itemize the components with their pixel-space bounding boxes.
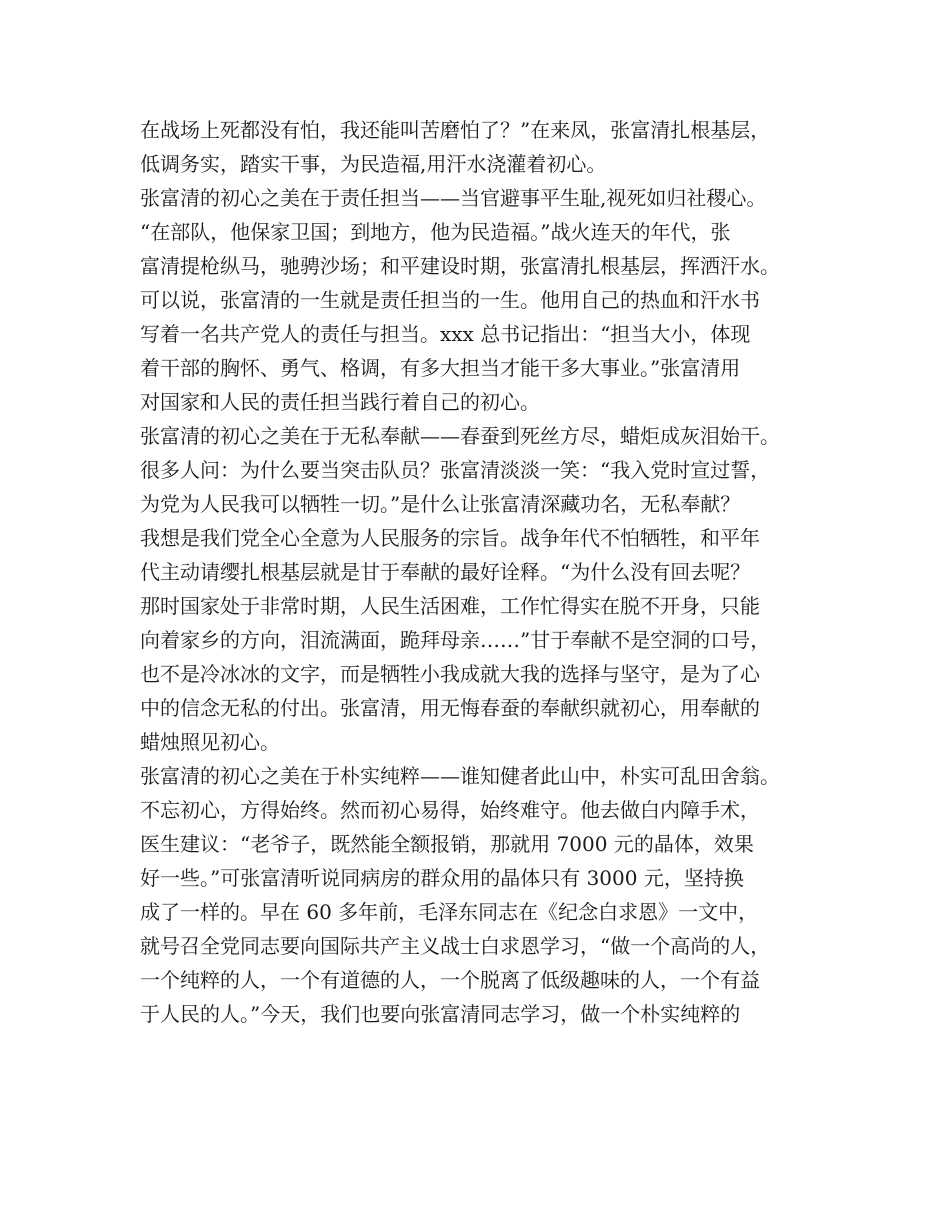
text-line: 低调务实，踏实干事，为民造福,用汗水浇灌着初心。 bbox=[140, 152, 607, 176]
text-line: 张富清的初心之美在于无私奉献——春蚕到死丝方尽，蜡炬成灰泪始干。 bbox=[140, 424, 780, 448]
text-line: “在部队，他保家卫国；到地方，他为民造福。”战火连天的年代，张 bbox=[140, 220, 731, 244]
text-line: 向着家乡的方向，泪流满面，跪拜母亲……”甘于奉献不是空洞的口号， bbox=[140, 628, 771, 652]
text-line: 很多人问：为什么要当突击队员？张富清淡淡一笑：“我入党时宣过誓， bbox=[140, 458, 771, 482]
text-line: 于人民的人。”今天，我们也要向张富清同志学习，做一个朴实纯粹的 bbox=[140, 1002, 741, 1026]
document-body bbox=[140, 113, 830, 1031]
text-line: 医生建议：“老爷子，既然能全额报销，那就用 7000 元的晶体，效果 bbox=[140, 832, 754, 856]
text-line: 在战场上死都没有怕，我还能叫苦磨怕了？”在来凤，张富清扎根基层， bbox=[140, 118, 771, 142]
text-line: 蜡烛照见初心。 bbox=[140, 730, 280, 754]
text-line: 我想是我们党全心全意为人民服务的宗旨。战争年代不怕牺牲，和平年 bbox=[140, 526, 760, 550]
text-line: 富清提枪纵马，驰骋沙场；和平建设时期，张富清扎根基层，挥洒汗水。 bbox=[140, 254, 780, 278]
text-line: 可以说，张富清的一生就是责任担当的一生。他用自己的热血和汗水书 bbox=[140, 288, 760, 312]
text-line: 张富清的初心之美在于责任担当——当官避事平生耻,视死如归社稷心。 bbox=[140, 186, 767, 210]
text-line: 写着一名共产党人的责任与担当。xxx 总书记指出：“担当大小，体现 bbox=[140, 322, 751, 346]
text-line: 为党为人民我可以牺牲一切。”是什么让张富清深藏功名，无私奉献？ bbox=[140, 492, 741, 516]
text-line: 也不是冷冰冰的文字，而是牺牲小我成就大我的选择与坚守，是为了心 bbox=[140, 662, 760, 686]
text-line: 就号召全党同志要向国际共产主义战士白求恩学习，“做一个高尚的人， bbox=[140, 934, 771, 958]
text-line: 代主动请缨扎根基层就是甘于奉献的最好诠释。“为什么没有回去呢？ bbox=[140, 560, 751, 584]
text-line: 对国家和人民的责任担当践行着自己的初心。 bbox=[140, 390, 540, 414]
text-line: 一个纯粹的人，一个有道德的人，一个脱离了低级趣味的人，一个有益 bbox=[140, 968, 760, 992]
text-line: 张富清的初心之美在于朴实纯粹——谁知健者此山中，朴实可乱田舍翁。 bbox=[140, 764, 780, 788]
text-line: 着干部的胸怀、勇气、格调，有多大担当才能干多大事业。”张富清用 bbox=[140, 356, 741, 380]
text-line: 成了一样的。早在 60 多年前，毛泽东同志在《纪念白求恩》一文中， bbox=[140, 900, 759, 924]
text-line: 好一些。”可张富清听说同病房的群众用的晶体只有 3000 元，坚持换 bbox=[140, 866, 744, 890]
text-line: 中的信念无私的付出。张富清，用无悔春蚕的奉献织就初心，用奉献的 bbox=[140, 696, 760, 720]
text-line: 不忘初心，方得始终。然而初心易得，始终难守。他去做白内障手术， bbox=[140, 798, 760, 822]
text-line: 那时国家处于非常时期，人民生活困难，工作忙得实在脱不开身，只能 bbox=[140, 594, 760, 618]
